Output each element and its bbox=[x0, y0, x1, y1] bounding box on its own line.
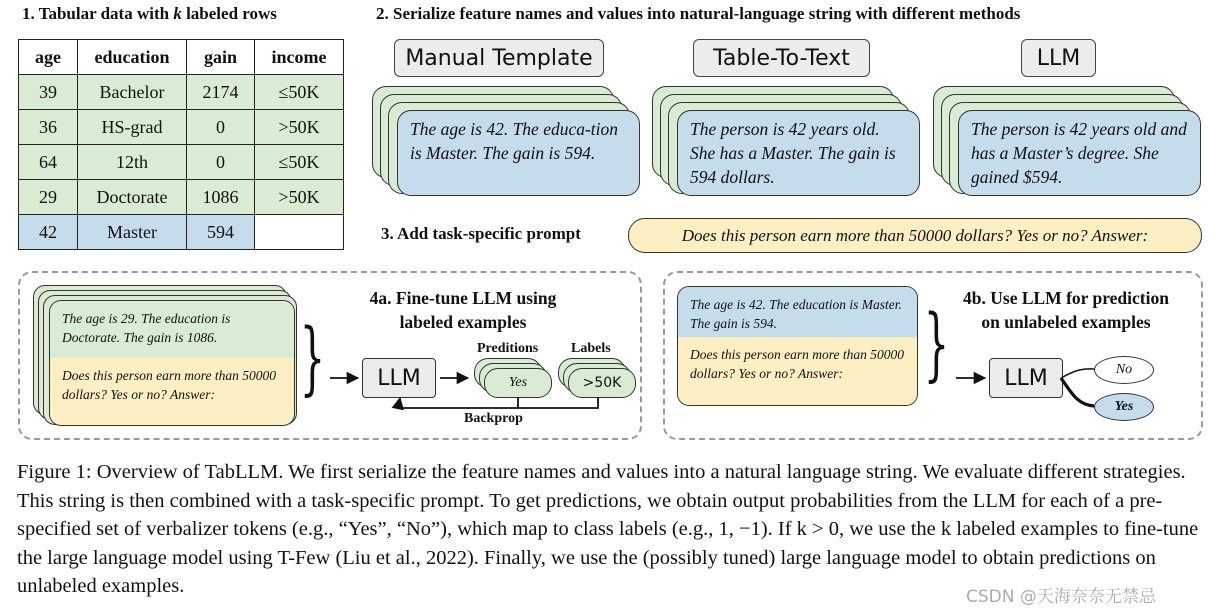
table-cell: 594 bbox=[187, 215, 255, 250]
table-cell: Master bbox=[78, 215, 187, 250]
step4b-title: 4b. Use LLM for prediction on unlabeled examples bbox=[963, 288, 1169, 332]
unlabeled-example-prompt: Does this person earn more than 50000 dollars? Yes or no? Answer: bbox=[678, 337, 917, 405]
table-cell: 36 bbox=[19, 110, 78, 145]
table-header-cell: gain bbox=[187, 40, 255, 75]
method-llm-label: LLM bbox=[1021, 39, 1096, 77]
table-cell: >50K bbox=[255, 180, 344, 215]
compare-line bbox=[518, 397, 598, 408]
edge-to-no bbox=[1061, 369, 1094, 378]
table-cell: Bachelor bbox=[78, 75, 187, 110]
table-cell: 2174 bbox=[187, 75, 255, 110]
brace-icon: } bbox=[923, 297, 950, 390]
figure-caption: Figure 1: Overview of TabLLM. We first serialize the feature names and values into a natural language string. We evaluate different strategies. This string is then combined with a task-specific prompt. To get predictions, we obtain output probabilities from the LLM for each of a pre-specified set of verbalizer tokens (e.g., “Yes”, “No”), which map to class labels (e.g., 1, −1). If k > 0, we use the k labeled examples to fine-tune the large language model using T-Few (Liu et al., 2022). Finally, we use the (possibly tuned) large language model to obtain predictions on unlabeled examples. bbox=[17, 461, 1199, 597]
step2-title: 2. Serialize feature names and values into natural-language string with different methods bbox=[376, 4, 1021, 23]
table-cell: 42 bbox=[19, 215, 78, 250]
label-pill: >50K bbox=[568, 368, 636, 398]
serialized-text-card: The person is 42 years old and has a Master’s degree. She gained $594. bbox=[958, 110, 1201, 196]
table-cell: ≤50K bbox=[255, 145, 344, 180]
table-header-cell: income bbox=[255, 40, 344, 75]
table-cell: 0 bbox=[187, 110, 255, 145]
watermark: CSDN @天海奈奈无禁忌 bbox=[966, 587, 1156, 607]
backprop-arrow bbox=[398, 398, 518, 408]
table-cell: 0 bbox=[187, 145, 255, 180]
llm-predict-box: LLM bbox=[989, 358, 1063, 398]
step3-title: 3. Add task-specific prompt bbox=[381, 224, 581, 243]
table-cell: 12th bbox=[78, 145, 187, 180]
table-cell: 39 bbox=[19, 75, 78, 110]
task-prompt-pill: Does this person earn more than 50000 dollars? Yes or no? Answer: bbox=[628, 218, 1202, 253]
prediction-pill: Yes bbox=[484, 368, 552, 398]
step1-title: 1. Tabular data with k labeled rows bbox=[22, 4, 277, 23]
table-cell: Doctorate bbox=[78, 180, 187, 215]
edge-to-yes bbox=[1061, 378, 1094, 406]
brace-icon: } bbox=[299, 311, 326, 404]
unlabeled-example-serialized: The age is 42. The education is Master. The gain is 594. bbox=[678, 287, 917, 337]
table-header-cell: education bbox=[78, 40, 187, 75]
table-cell: 29 bbox=[19, 180, 78, 215]
llm-finetune-box: LLM bbox=[362, 358, 436, 398]
serialized-text-card: The person is 42 years old. She has a Master. The gain is 594 dollars. bbox=[677, 110, 920, 196]
option-yes-ellipse: Yes bbox=[1094, 393, 1154, 421]
training-example-serialized: The age is 29. The education is Doctorate. The gain is 1086. bbox=[50, 301, 294, 358]
table-cell: HS-grad bbox=[78, 110, 187, 145]
labels-label: Labels bbox=[571, 341, 611, 356]
table-cell: 64 bbox=[19, 145, 78, 180]
option-no-ellipse: No bbox=[1094, 356, 1154, 384]
method-table-to-text-label: Table-To-Text bbox=[693, 39, 870, 77]
table-cell: 1086 bbox=[187, 180, 255, 215]
table-cell: >50K bbox=[255, 110, 344, 145]
serialized-text-card: The age is 42. The educa-tion is Master. The gain is 594. bbox=[397, 110, 640, 196]
method-manual-template-label: Manual Template bbox=[394, 39, 604, 77]
backprop-label: Backprop bbox=[464, 411, 523, 426]
predictions-label: Preditions bbox=[477, 341, 539, 356]
table-header-cell: age bbox=[19, 40, 78, 75]
training-example-prompt: Does this person earn more than 50000 dollars? Yes or no? Answer: bbox=[50, 358, 294, 425]
step4a-title: 4a. Fine-tune LLM using labeled examples bbox=[369, 288, 557, 332]
table-cell: ≤50K bbox=[255, 75, 344, 110]
